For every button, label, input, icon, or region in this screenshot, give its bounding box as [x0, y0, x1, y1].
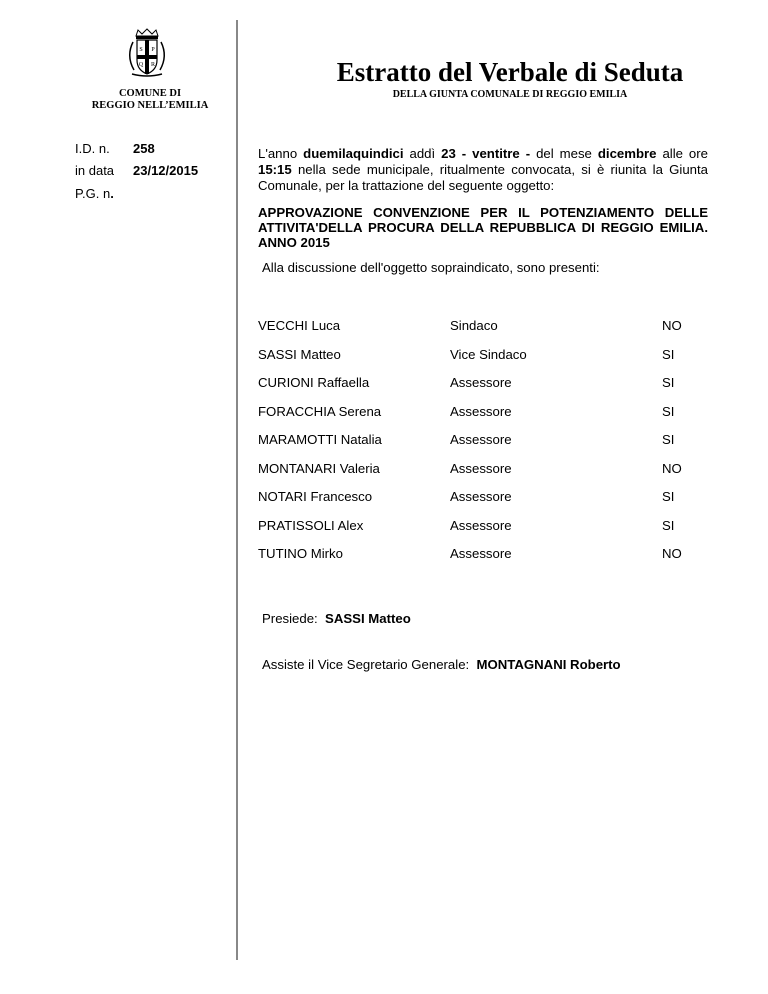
member-row — [258, 347, 698, 376]
svg-text:R: R — [150, 62, 156, 68]
member-presence: NO — [662, 318, 682, 333]
svg-text:S: S — [139, 47, 143, 53]
president-name: SASSI Matteo — [325, 611, 411, 626]
member-row — [258, 432, 698, 461]
svg-text:P: P — [151, 47, 155, 53]
meeting-date — [75, 163, 198, 178]
member-role: Assessore — [450, 489, 512, 504]
city-crest-icon — [124, 28, 170, 78]
president-line — [262, 611, 411, 626]
intro-text-1: L'anno — [258, 146, 304, 161]
document-subtitle: DELLA GIUNTA COMUNALE DI REGGIO EMILIA — [392, 89, 628, 100]
municipality-line1: COMUNE DI — [118, 88, 182, 99]
document-title: Estratto del Verbale di Seduta — [336, 57, 684, 87]
intro-text-4: alle ore — [656, 146, 708, 161]
member-name: CURIONI Raffaella — [258, 375, 370, 390]
member-name: MONTANARI Valeria — [258, 460, 380, 476]
svg-text:Q: Q — [138, 62, 144, 68]
president-label: Presiede: — [262, 611, 318, 626]
member-name: SASSI Matteo — [258, 346, 341, 362]
member-row — [258, 318, 698, 347]
member-presence: NO — [662, 460, 682, 476]
member-name: FORACCHIA Serena — [258, 403, 382, 419]
member-row — [258, 546, 698, 575]
id-label: I.D. n. — [75, 141, 110, 156]
pg-number — [75, 186, 114, 201]
id-value: 258 — [133, 141, 155, 156]
member-role: Assessore — [450, 517, 512, 533]
members-table — [258, 318, 698, 575]
secretary-line — [262, 657, 621, 672]
member-presence: SI — [662, 346, 675, 362]
member-presence: SI — [662, 375, 675, 390]
member-name: MARAMOTTI Natalia — [258, 432, 382, 447]
secretary-label: Assiste il Vice Segretario Generale: — [262, 657, 470, 672]
member-name: TUTINO Mirko — [258, 546, 343, 561]
member-role: Vice Sindaco — [450, 346, 527, 362]
intro-month: dicembre — [597, 146, 657, 161]
member-role: Assessore — [450, 546, 512, 561]
date-value: 23/12/2015 — [133, 163, 199, 178]
member-presence: SI — [662, 432, 675, 447]
intro-year: duemilaquindici — [303, 146, 404, 161]
member-presence: SI — [662, 403, 675, 419]
intro-paragraph — [258, 146, 708, 194]
member-role: Assessore — [450, 375, 512, 390]
member-role: Assessore — [450, 432, 512, 447]
date-label: in data — [75, 163, 115, 178]
municipality-line2: REGGIO NELL’EMILIA — [91, 100, 209, 111]
member-name: PRATISSOLI Alex — [258, 517, 364, 533]
member-row — [258, 489, 698, 518]
pg-value: . — [110, 186, 114, 201]
vertical-divider — [236, 20, 238, 960]
member-role: Assessore — [450, 460, 512, 476]
secretary-name: MONTAGNANI Roberto — [476, 657, 621, 672]
member-role: Sindaco — [450, 318, 498, 333]
intro-text-5: nella sede municipale, ritualmente convocata, si è riunita la Giunta Comunale, per la trattazione del seguente oggetto: — [258, 162, 708, 193]
member-name: NOTARI Francesco — [258, 489, 373, 504]
pg-label: P.G. n — [75, 186, 111, 201]
intro-day: 23 - ventitre - — [441, 146, 531, 161]
intro-time: 15:15 — [258, 162, 292, 177]
member-name: VECCHI Luca — [258, 318, 341, 333]
meeting-subject: APPROVAZIONE CONVENZIONE PER IL POTENZIAMENTO DELLE ATTIVITA'DELLA PROCURA DELLA REPUBBLICA DI REGGIO EMILIA. ANNO 2015 — [258, 205, 708, 250]
intro-text-2: addì — [403, 146, 442, 161]
member-row — [258, 404, 698, 433]
intro-text-3: del mese — [530, 146, 598, 161]
municipality-name — [60, 88, 240, 112]
discussion-line: Alla discussione dell'oggetto sopraindicato, sono presenti: — [262, 260, 600, 275]
id-number — [75, 141, 155, 156]
member-role: Assessore — [450, 403, 512, 419]
member-presence: SI — [662, 489, 675, 504]
member-row — [258, 461, 698, 490]
member-row — [258, 518, 698, 547]
member-presence: SI — [662, 517, 675, 533]
member-presence: NO — [662, 546, 682, 561]
member-row — [258, 375, 698, 404]
